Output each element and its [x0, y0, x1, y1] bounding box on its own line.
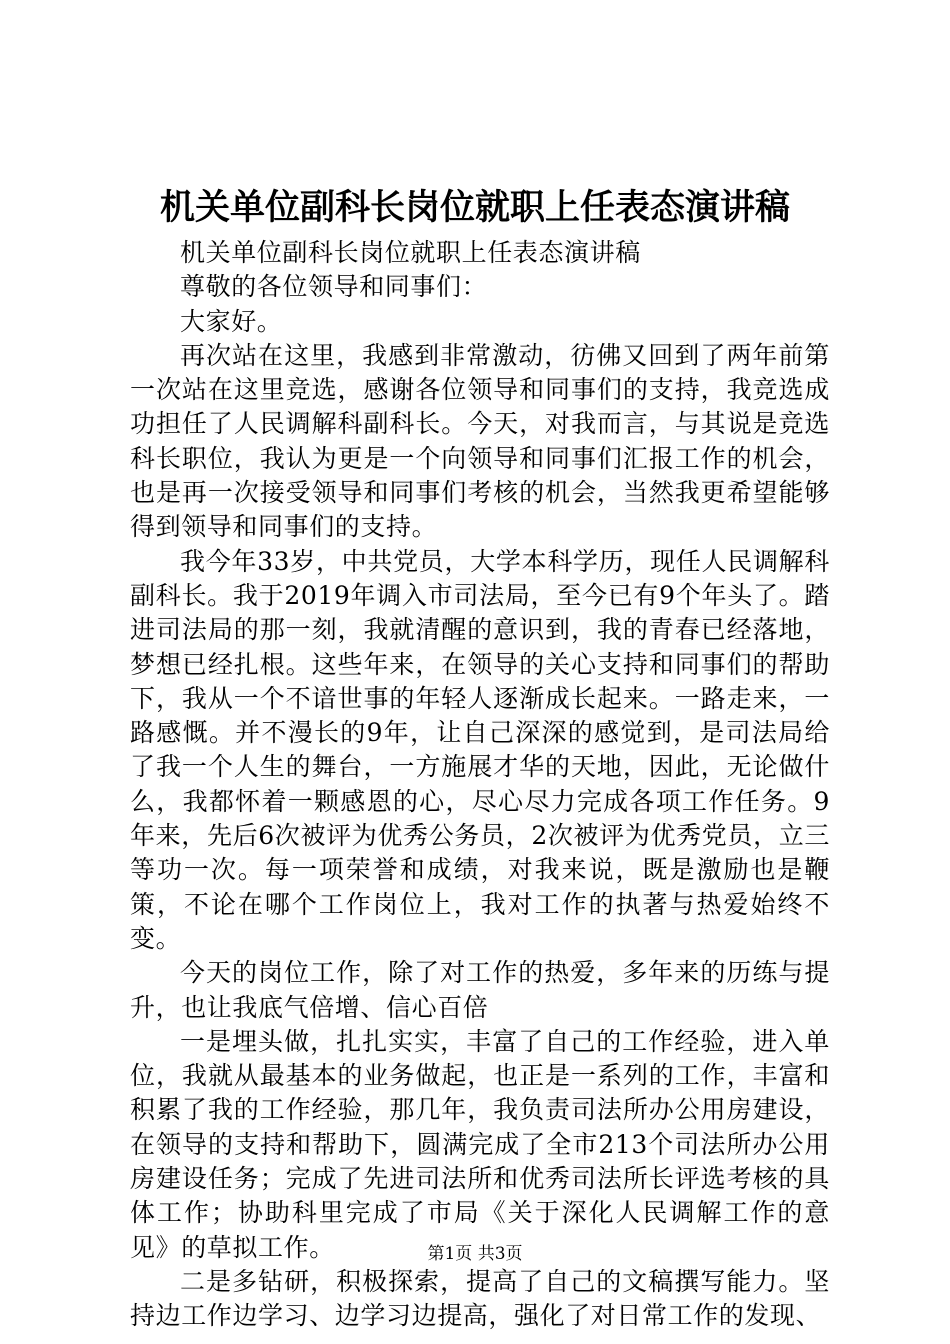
body-paragraph: 尊敬的各位领导和同事们： — [180, 272, 488, 302]
document-body — [130, 236, 830, 1334]
body-paragraph: 二是多钻研，积极探索，提高了自己的文稿撰写能力。坚持边工作边学习、边学习边提高，强化了对日常工作的发现、 — [130, 1266, 830, 1331]
body-paragraph: 一是埋头做，扎扎实实，丰富了自己的工作经验，进入单位，我就从最基本的业务做起，也正是一系列的工作，丰富和积累了我的工作经验，那几年，我负责司法所办公用房建设，在领导的支持和帮助下，圆满完成了全市213个司法所办公用房建设任务；完成了先进司法所和优秀司法所长评选考核的具体工作；协助科里完成了市局《关于深化人民调解工作的意见》的草拟工作。 — [130, 1026, 830, 1262]
body-paragraph: 机关单位副科长岗位就职上任表态演讲稿 — [180, 238, 641, 267]
body-paragraph: 我今年33岁，中共党员，大学本科学历，现任人民调解科副科长。我于2019年调入市司法局，至今已有9个年头了。踏进司法局的那一刻，我就清醒的意识到，我的青春已经落地，梦想已经扎根。这些年来，在领导的关心支持和同事们的帮助下，我从一个不谙世事的年轻人逐渐成长起来。一路走来，一路感慨。并不漫长的9年，让自己深深的感觉到，是司法局给了我一个人生的舞台，一方施展才华的天地，因此，无论做什么，我都怀着一颗感恩的心，尽心尽力完成各项工作任务。9年来，先后6次被评为优秀公务员，2次被评为优秀党员，立三等功一次。每一项荣誉和成绩，对我来说，既是激励也是鞭策，不论在哪个工作岗位上，我对工作的执著与热爱始终不变。 — [130, 546, 830, 953]
body-paragraph: 大家好。 — [180, 306, 283, 336]
body-paragraph: 再次站在这里，我感到非常激动，彷佛又回到了两年前第一次站在这里竞选，感谢各位领导和同事们的支持，我竞选成功担任了人民调解科副科长。今天，对我而言，与其说是竞选科长职位，我认为更是一个向领导和同事们汇报工作的机会，也是再一次接受领导和同事们考核的机会，当然我更希望能够得到领导和同事们的支持。 — [130, 340, 830, 542]
page-number-footer: 第1页 共3页 — [427, 1244, 523, 1264]
body-paragraph: 今天的岗位工作，除了对工作的热爱，多年来的历练与提升，也让我底气倍增、信心百倍 — [130, 958, 830, 1022]
document-title: 机关单位副科长岗位就职上任表态演讲稿 — [159, 187, 790, 228]
